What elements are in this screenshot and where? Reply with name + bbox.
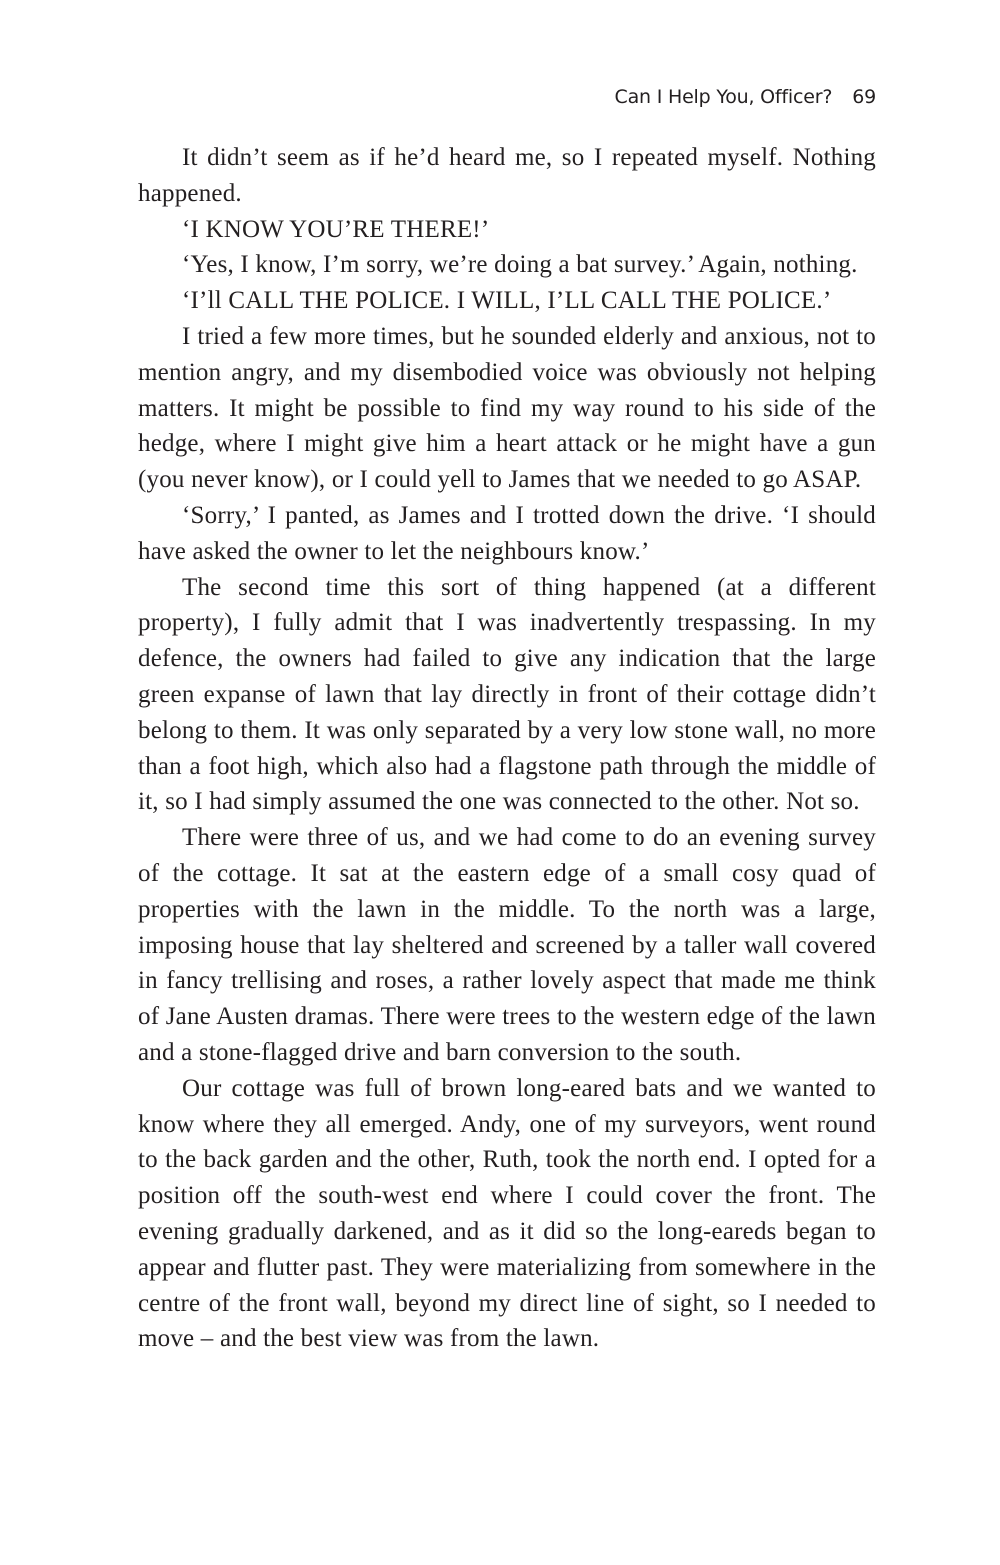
- paragraph: ‘I KNOW YOU’RE THERE!’: [182, 215, 490, 243]
- paragraph: There were three of us, and we had come to do an evening survey of the cottage. It sat at the eastern edge of a small cosy quad of properties with the lawn in the middle. To the north was a large, imposing house that lay sheltered and screened by a taller wall covered in fancy trellising and roses, a rather lovely aspect that made me think of Jane Austen dramas. There were trees to the western edge of the lawn and a stone-flagged drive and barn conversion to the south.: [138, 824, 876, 1066]
- paragraph: ‘Yes, I know, I’m sorry, we’re doing a bat survey.’ Again, nothing.: [182, 251, 858, 279]
- paragraph: I tried a few more times, but he sounded elderly and anxious, not to mention angry, and my disembodied voice was obviously not helping matters. It might be possible to find my way round to his side of the hedge, where I might give him a heart attack or he might have a gun (you never know), or I could yell to James that we needed to go ASAP.: [138, 322, 876, 494]
- page-number: 69: [852, 86, 876, 108]
- paragraph: It didn’t seem as if he’d heard me, so I repeated myself. Nothing happened.: [138, 144, 876, 207]
- body-text: [138, 140, 876, 1357]
- paragraph: The second time this sort of thing happened (at a different property), I fully admit that I was inadvertently trespassing. In my defence, the owners had failed to give any indication that the large green expanse of lawn that lay directly in front of their cottage didn’t belong to them. It was only separated by a very low stone wall, no more than a foot high, which also had a flagstone path through the middle of it, so I had simply assumed the one was connected to the other. Not so.: [138, 573, 876, 816]
- running-head: [615, 86, 876, 108]
- chapter-title: Can I Help You, Officer?: [614, 86, 833, 108]
- paragraph: Our cottage was full of brown long-eared bats and we wanted to know where they all emerged. Andy, one of my surveyors, went round to the back garden and the other, Ruth, took the north end. I opted for a position off the south-west end where I could cover the front. The evening gradually darkened, and as it did so the long-eareds began to appear and flutter past. They were materializing from somewhere in the centre of the front wall, beyond my direct line of sight, so I needed to move – and the best view was from the lawn.: [138, 1074, 876, 1353]
- paragraph: ‘I’ll CALL THE POLICE. I WILL, I’LL CALL THE POLICE.’: [182, 287, 832, 315]
- paragraph: ‘Sorry,’ I panted, as James and I trotted down the drive. ‘I should have asked the owner to let the neighbours know.’: [138, 501, 876, 565]
